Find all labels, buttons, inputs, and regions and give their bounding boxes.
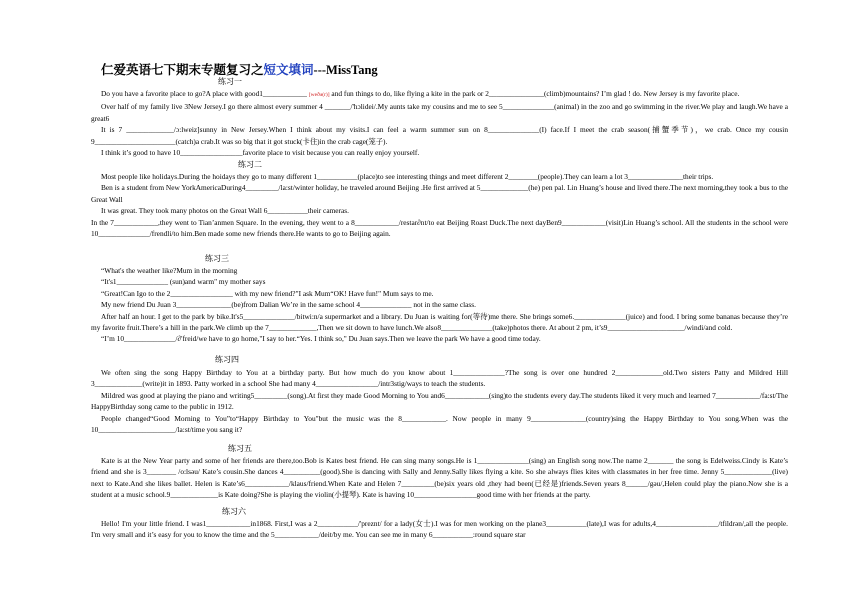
s1-line-5: I think it’s good to have 10_________________favorite place to visit because you can really enjoy yourself. <box>101 148 420 158</box>
title-prefix: 仁爱英语七下期末专题复习之 <box>101 63 264 77</box>
s2-line-1: Most people like holidays.During the hoidays they go to many different 1___________(place)to see interesting things and meet different 2________(people).They can learn a lot 3_______________their trips. <box>101 172 714 181</box>
red-note: [wеðә(r)] <box>308 92 330 98</box>
title-suffix: ---MissTang <box>313 63 378 77</box>
section-6-title: 练习六 <box>222 507 246 516</box>
section-3-body <box>91 265 788 345</box>
title-accent-link[interactable]: 短文填词 <box>263 63 314 77</box>
section-6-body <box>91 518 788 541</box>
section-3-title: 练习三 <box>205 254 229 263</box>
s3-line-2: “It's1______________ (sun)and warm" my mother says <box>101 277 266 287</box>
s5-line-1: Kate is at the New Year party and some of her friends are there,too.Bob is Kates best friend. He can sing many songs.He is 1______________(sing) an English song now.The name 2_______ the song is Edelweiss.Cindy is Kate’s friend and she is 3________ /o:lsəu/ Kate’s cousin.She dances 4__________(good).She is dancing with Sally and Jenny.Sally likes flying a kite. So she always flies kites with classmates in her free time. Jenny 5_____________(live) next to Kate.And she likes ballet. Helen is Kate’s6____________/klaus/friend.When Kate and Helen 7_________(be)six years old ,they had been(已经是)friends.Seven years 8______/gəu/,Helen could play the piano.Now she is a student at a music school.9_____________is Kate doing?She is playing the violin(小提琴). Kate is having 10_________________good time with her friends at the party. <box>91 456 788 500</box>
s2-line-2: Ben is a student from New YorkAmericaDuring4_________/la:st/winter holiday, he traveled around Beijing .He first arrived at 5_____________(he) pen pal. Lin Huang’s house and lived there.The next morning,they took a bus to the Great Wall <box>91 183 788 204</box>
section-5-body <box>91 455 788 501</box>
s3-line-5: After half an hour. I get to the park by bike.It's5______________/bitwi:n/a supermarket and a library. Du Juan is waiting for(等待)me there. She brings some6.______________(juice) and food. I bring some bananas because they’re my favorite fruit.There’s a hill in the park.We climb up the 7_____________,Then we sit down to have lunch.We also8______________(take)photos there. At about 2 pm, it’s9_____________________/windi/and cold. <box>91 311 788 333</box>
section-1-body <box>91 88 788 158</box>
s2-line-4: In the 7____________,they went to Tian’anmen Square. In the evening, they went to a 8____________/restar∂nt/to eat Beijing Roast Duck.The next dayBen9____________(visit)Lin Huang’s school. All the students in the school were 10______________/frendli/to him.Ben made some new friends there.He wants to go to Beijing again. <box>91 217 788 239</box>
s2-line-3: It was great. They took many photos on the Great Wall 6___________their cameras. <box>101 206 349 216</box>
s4-line-2: Mildred was good at playing the piano and writing5_________(song).At first they made Good Morning to You and6____________(sing)to the students every day.The students liked it very much and learned 7____________/fa:st/The HappyBirthday song came to the public in 1912. <box>91 390 788 412</box>
section-2-title: 练习二 <box>238 160 262 169</box>
section-4-body <box>91 367 788 435</box>
s1-line-4: It is 7 _____________/ɔ:lweiz]sunny in New Jersey.When I think about my visits.I can feel a warm summer sun on 8______________(I) face.If I meet the crab season(捕蟹季节)，we crab. Once my cousin 9______________________(catch)a crab.It was so big that it got stuck(卡住)in the crab cage(笼子). <box>91 125 788 146</box>
s4-line-1: We often sing the song Happy Birthday to You at a birthday party. But how much do you know about 1______________?The song is over one hundred 2_____________old.Two sisters Patty and Mildred Hill 3_____________(write)it in 1893. Patty worked in a school She had many 4_________________/intr3stig/ways to teach the students. <box>91 368 788 389</box>
s3-line-4: My new friend Du Juan 3_______________(be)from Dalian We’re in the same school 4______________ not in the same class. <box>101 300 476 310</box>
document-title <box>101 60 378 78</box>
s6-line-1: Hello! I'm your little friend. I was1____________in1868. First,I was a 2___________/'preznt/ for a lady(女士).I was for men working on the plane3___________(late),I was for adults,4_________________/tfildrən/,all the people. I'm very small and it’s easy for you to know the time and the 5____________/deit/by me. You can see me in many 6___________:round square star <box>91 519 788 540</box>
section-5-title: 练习五 <box>228 444 252 453</box>
section-2-body <box>91 171 788 239</box>
s3-line-6: “I’m 10______________/∂'freid/we have to go home,"I say to her.“Yes. I think so," Du Juan says.Then we leave the park We have a good time today. <box>101 334 541 344</box>
s3-line-3: “Great!Can Igo to the 2_________________ with my new friend?"I ask Mum“OK! Have fun!" Mum says to me. <box>101 288 434 298</box>
s4-line-3: People changed“Good Morning to You”to“Happy Birthday to You"but the music was the 8____________. Now people in many 9_______________(country)sing the Happy Birthday to You song.When was the 10_____________________/la:st/time you sang it? <box>91 413 788 435</box>
s1-line-1: Do you have a favorite place to go?A place with good1____________ [wеðә(r)] and fun things to do, like flying a kite in the park or 2_______________(climb)mountains? I’m glad ! do. New Jersey is my favorite place. <box>101 89 740 98</box>
s1-line-3: Over half of my family live 3New Jersey.I go there almost every summer 4 _______/'hɔlidei/.My aunts take my cousins and me to see 5______________(animal) in the zoo and go swimming in the river.We play and laugh.We have a great6 <box>91 102 788 123</box>
section-4-title: 练习四 <box>215 355 239 364</box>
section-1-title: 练习一 <box>218 77 242 86</box>
s3-line-1: “What's the weather like?Mum in the morning <box>101 266 238 275</box>
